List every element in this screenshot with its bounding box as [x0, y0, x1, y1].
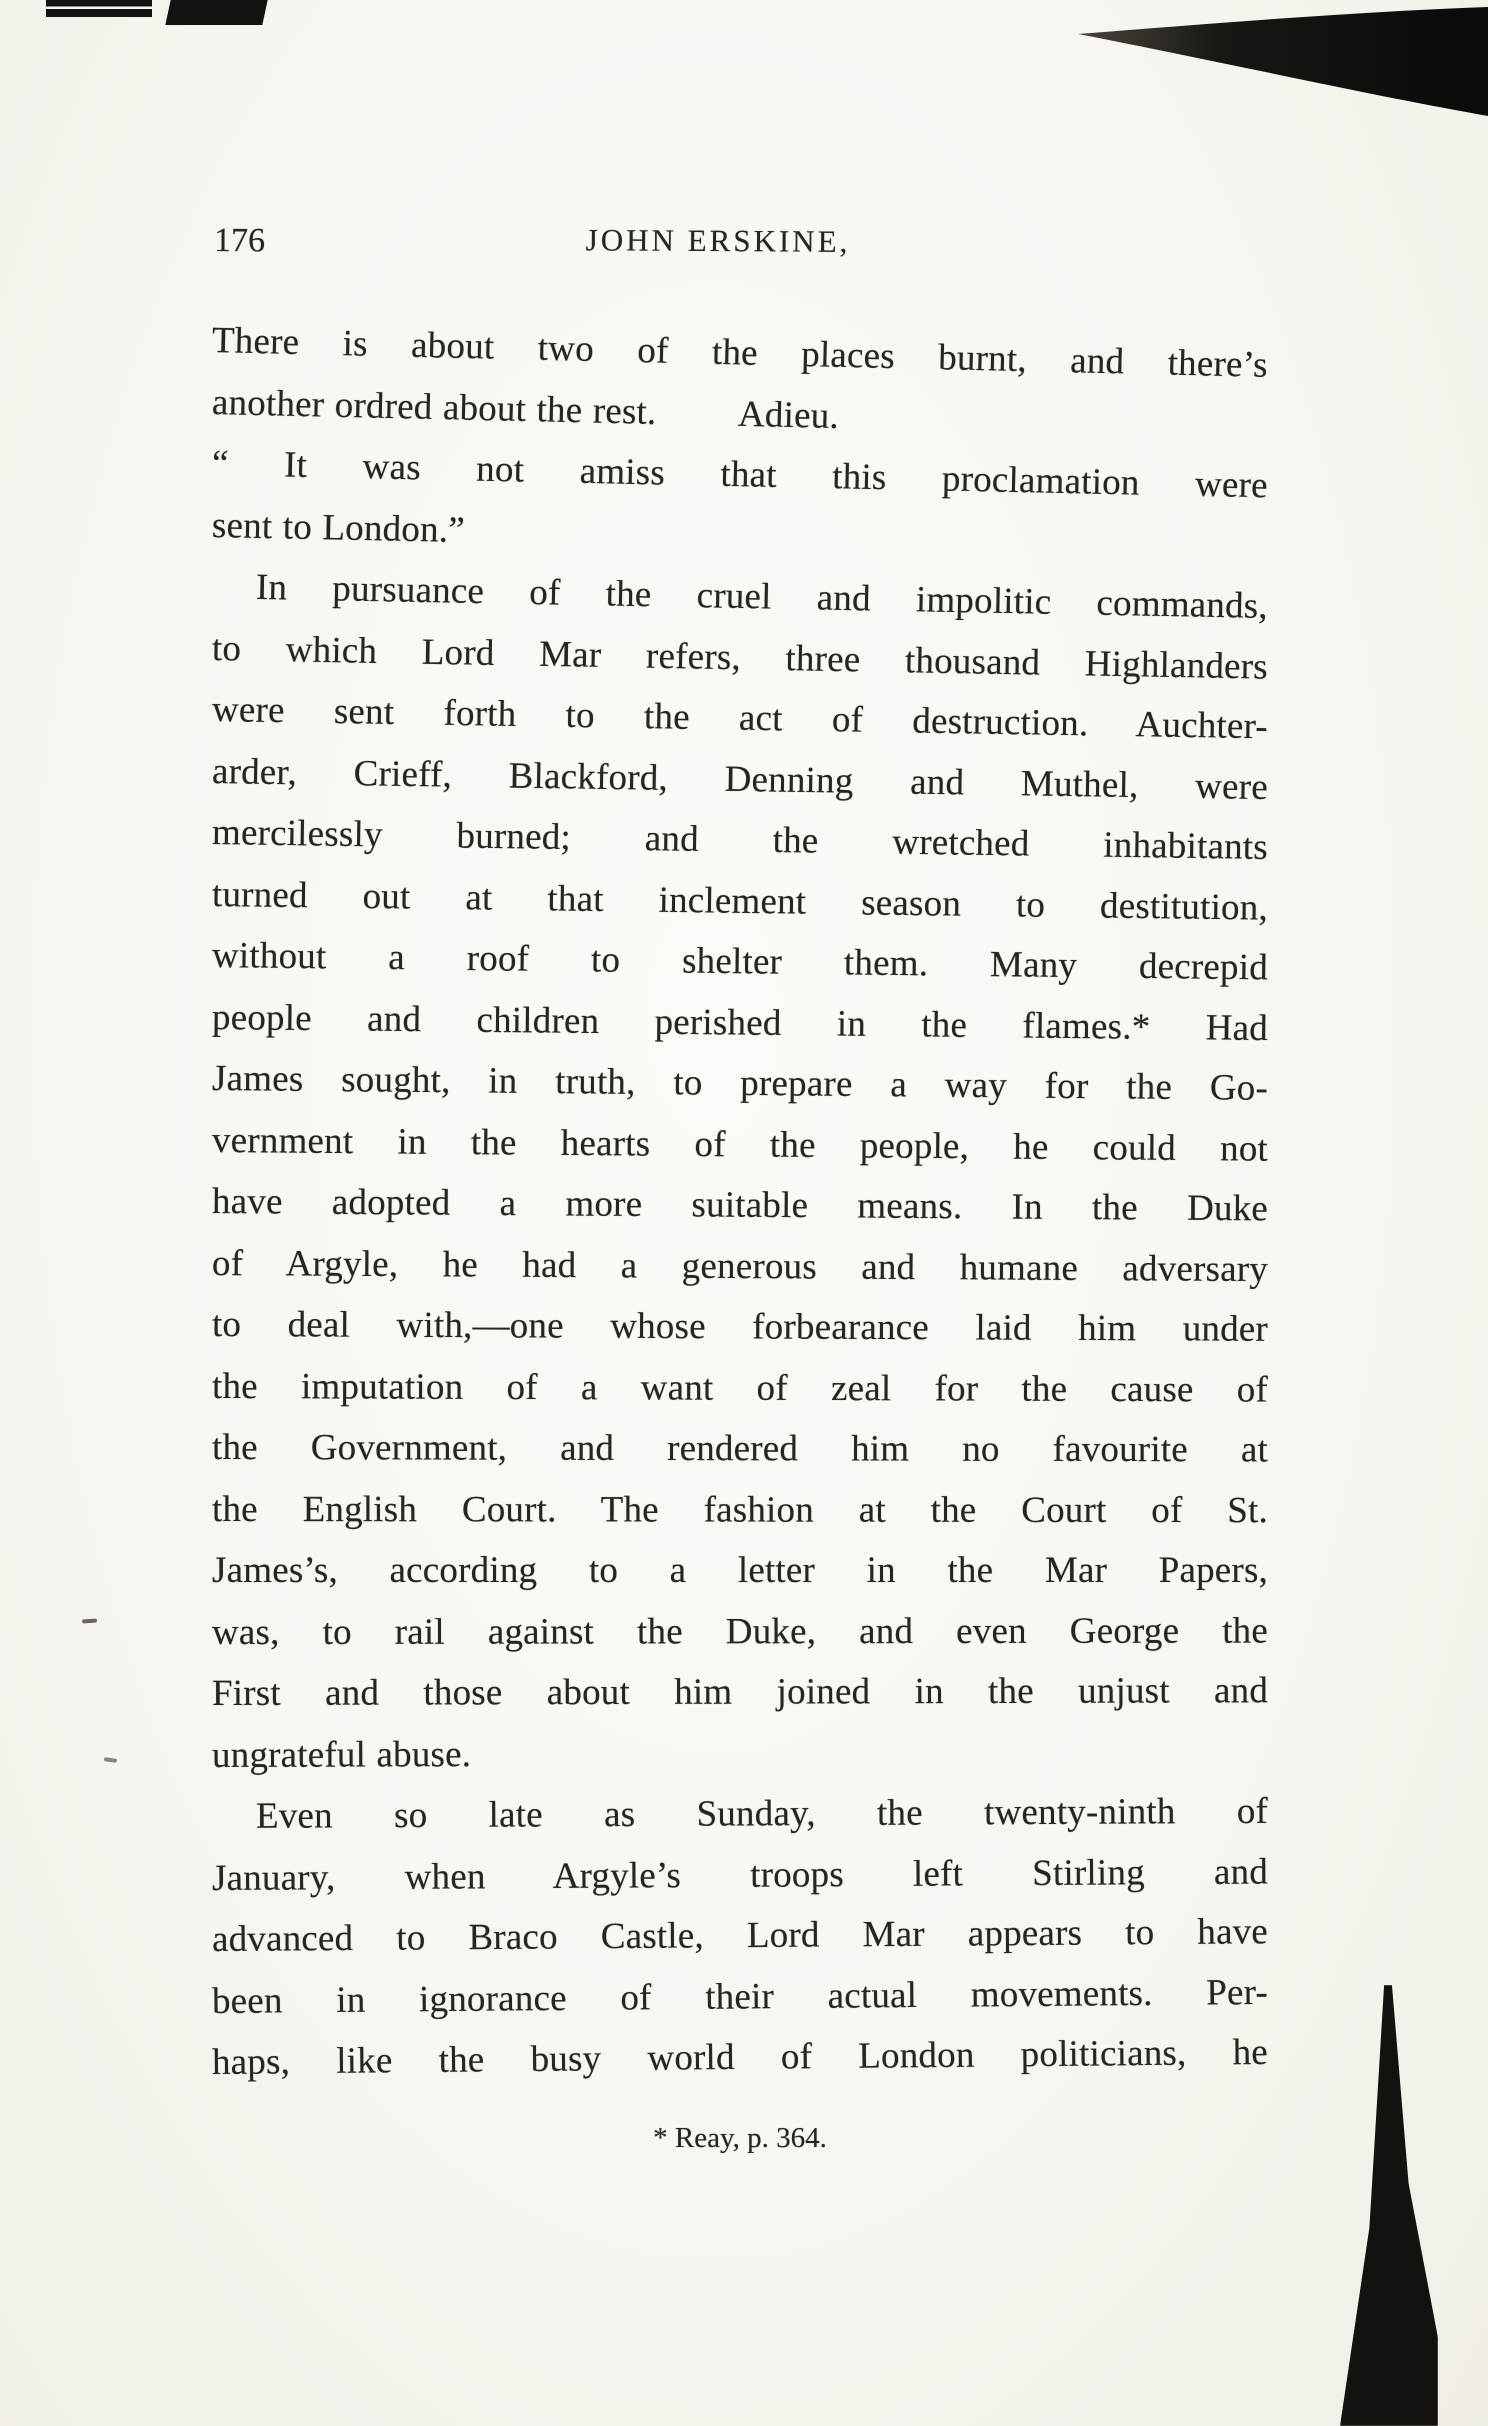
page-header [212, 220, 1268, 270]
text-line: was, to rail against the Duke, and even George the [211, 1610, 1269, 1653]
text-line: Even so late as Sunday, the twenty-ninth of [255, 1790, 1269, 1837]
text-line: the imputation of a want of zeal for the cause of [211, 1365, 1269, 1411]
footnote: * Reay, p. 364. [653, 2122, 827, 2154]
text-line: advanced to Braco Castle, Lord Mar appears to have [211, 1911, 1269, 1960]
text-line: of Argyle, he had a generous and humane adversary [211, 1242, 1269, 1290]
text-line: to which Lord Mar refers, three thousand Highlanders [211, 627, 1269, 688]
text-line: people and children perished in the flames.* Had [211, 996, 1269, 1049]
text-line: without a roof to shelter them. Many decrepid [211, 935, 1269, 989]
text-line: James sought, in truth, to prepare a way for the Go- [211, 1058, 1269, 1109]
running-header: JOHN ERSKINE, [585, 222, 851, 259]
text-line: First and those about him joined in the unjust and [211, 1670, 1269, 1714]
text-line: the English Court. The fashion at the Court of St. [211, 1488, 1269, 1531]
page-number: 176 [213, 222, 266, 260]
text-line: In pursuance of the cruel and impolitic commands, [255, 566, 1269, 627]
text-line: mercilessly burned; and the wretched inhabitants [211, 812, 1269, 868]
text-line: to deal with,—one whose forbearance laid him under [211, 1304, 1269, 1350]
text-line: vernment in the hearts of the people, he could not [211, 1119, 1269, 1170]
text-line: were sent forth to the act of destruction. Auchter- [211, 689, 1269, 748]
page-corner-shadow [1078, 4, 1488, 124]
text-line: haps, like the busy world of London politicians, he [211, 2031, 1269, 2083]
text-line: “ It was not amiss that this proclamation were [211, 443, 1269, 507]
body-text [212, 310, 1268, 2094]
text-line: arder, Crieff, Blackford, Denning and Muthel, were [211, 750, 1269, 808]
scan-artifact-top-left-1 [46, 0, 152, 17]
text-line: turned out at that inclement season to destitution, [211, 873, 1269, 929]
text-line: have adopted a more suitable means. In the Duke [211, 1181, 1269, 1230]
text-line: ungrateful abuse. [211, 1733, 472, 1776]
text-line: another ordred about the rest. Adieu. [211, 381, 840, 437]
text-line: There is about two of the places burnt, and there’s [211, 320, 1269, 386]
scan-speck-2 [104, 1757, 117, 1763]
text-line: been in ignorance of their actual movements. Per- [211, 1971, 1269, 2022]
scan-artifact-top-left-2 [165, 0, 267, 25]
text-line: the Government, and rendered him no favourite at [211, 1427, 1269, 1471]
text-line: January, when Argyle’s troops left Stirling and [211, 1851, 1269, 1899]
text-line: James’s, according to a letter in the Mar Papers, [211, 1549, 1269, 1591]
page-edge-shadow [1340, 1985, 1438, 2426]
text-line: sent to London.” [211, 504, 466, 551]
scan-speck-1 [82, 1618, 97, 1623]
